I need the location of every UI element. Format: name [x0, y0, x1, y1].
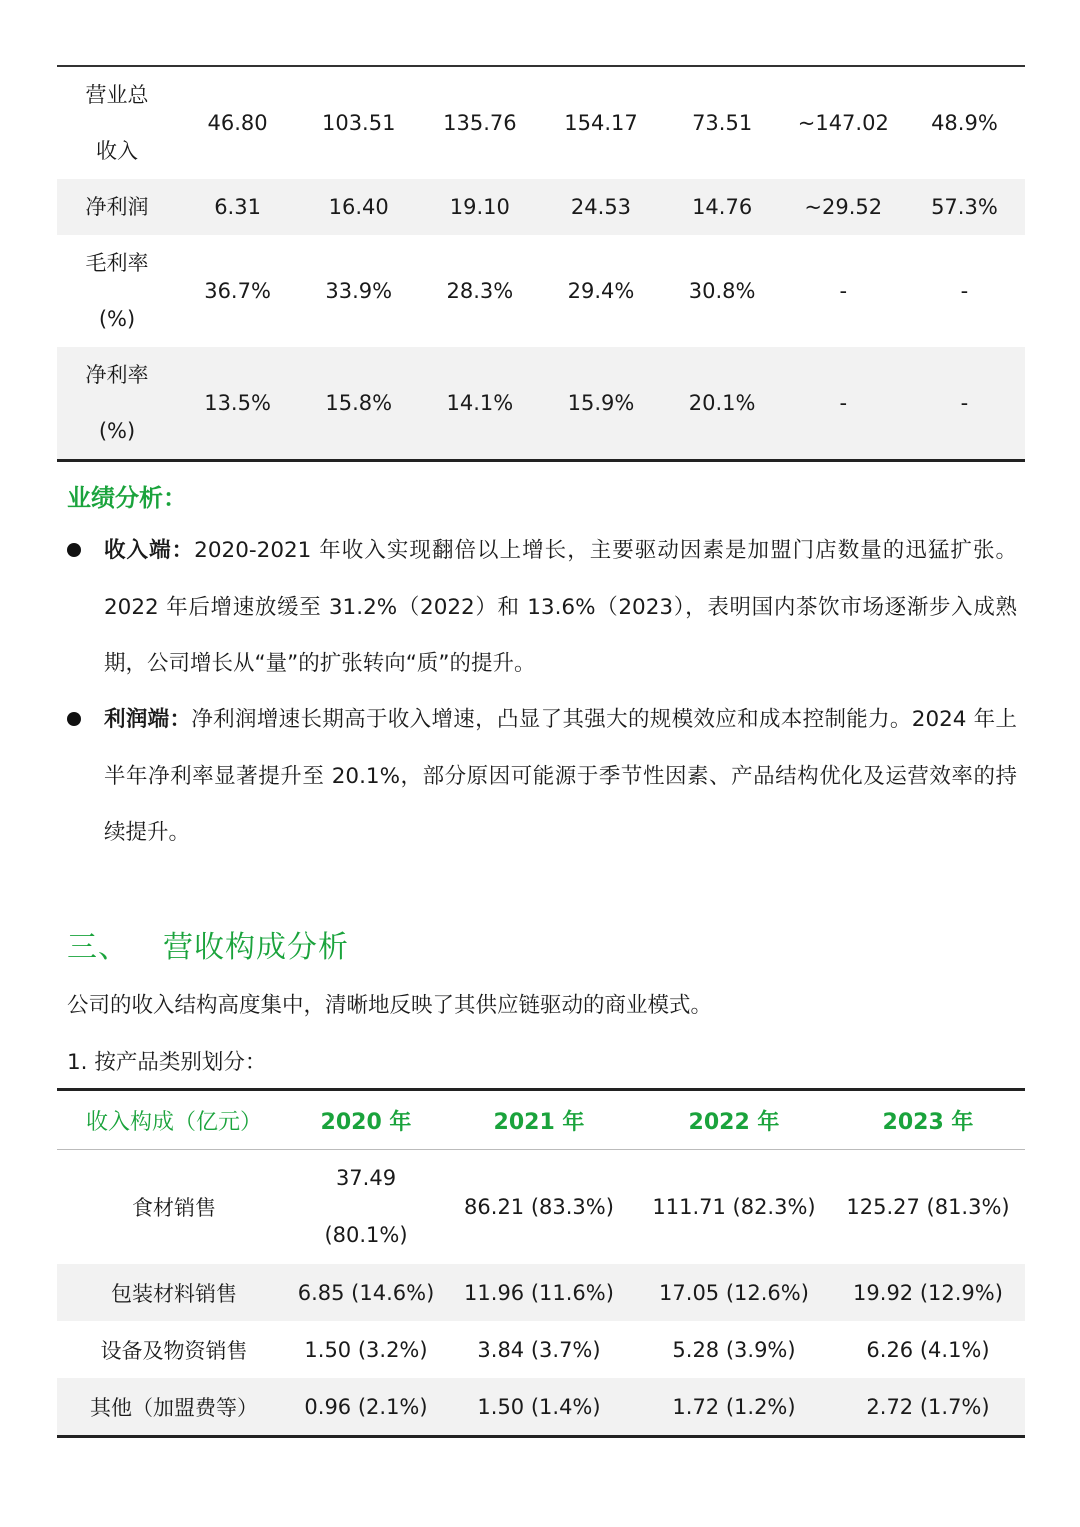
table-cell: 16.40	[298, 179, 419, 235]
column-header: 收入构成（亿元）	[57, 1090, 291, 1150]
table-cell: 48.9%	[931, 111, 998, 135]
table-cell: ~147.02	[797, 111, 889, 135]
table-cell: 5.28 (3.9%)	[672, 1337, 796, 1362]
table-cell: 1.50 (3.2%)	[304, 1337, 428, 1362]
bullet-text	[104, 523, 1017, 693]
table-cell: 1.72 (1.2%)	[637, 1378, 831, 1437]
table-cell: 11.96 (11.6%)	[441, 1264, 637, 1321]
table-row	[57, 1150, 1025, 1265]
table-cell: 37.49 (80.1%)	[324, 1166, 408, 1247]
table-cell: 19.92 (12.9%)	[831, 1264, 1025, 1321]
table-cell: 6.26 (4.1%)	[866, 1337, 990, 1362]
table-cell: 36.7%	[204, 279, 271, 303]
bullet-icon	[67, 543, 81, 557]
table-row	[57, 235, 1025, 347]
table-cell: 29.4%	[567, 279, 635, 303]
table-cell: 13.5%	[177, 347, 298, 461]
table-cell: 1.50 (1.4%)	[441, 1378, 637, 1437]
table-cell: 14.1%	[419, 347, 540, 461]
table-cell: -	[960, 279, 969, 303]
table-cell: ~29.52	[783, 179, 904, 235]
row-label: 包装材料销售	[57, 1264, 291, 1321]
table-row	[57, 179, 1025, 235]
table-cell: 86.21 (83.3%)	[464, 1195, 614, 1219]
bullet-profit	[67, 692, 1017, 862]
column-header: 2020 年	[291, 1090, 441, 1150]
revenue-breakdown-table	[57, 1088, 1025, 1438]
row-label: 食材销售	[132, 1196, 216, 1220]
table-cell: 19.10	[419, 179, 540, 235]
bullet-body: 净利润增速长期高于收入增速，凸显了其强大的规模效应和成本控制能力。2024 年上半年净利率显著提升至 20.1%，部分原因可能源于季节性因素、产品结构优化及运营效率的持续提升。	[104, 707, 1017, 845]
table-cell: 2.72 (1.7%)	[831, 1378, 1025, 1437]
column-header: 2021 年	[441, 1090, 637, 1150]
bullet-icon	[67, 712, 81, 726]
table-cell: 103.51	[321, 111, 396, 135]
table-cell: 3.84 (3.7%)	[477, 1337, 601, 1362]
table-cell: 111.71 (82.3%)	[652, 1195, 816, 1219]
analysis-heading: 业绩分析：	[67, 484, 187, 512]
table-cell: 33.9%	[325, 279, 393, 303]
row-label: 设备及物资销售	[100, 1338, 248, 1363]
bullet-bold-label: 利润端：	[104, 707, 192, 732]
table-cell: -	[904, 347, 1025, 461]
bullet-revenue	[67, 523, 1017, 693]
bullet-bold-label: 收入端：	[104, 538, 195, 563]
table-row	[57, 66, 1025, 179]
row-label: 毛利率 (%)	[85, 251, 149, 331]
row-label: 营业总 收入	[85, 83, 149, 163]
table-cell: 28.3%	[446, 279, 514, 303]
table-cell: 24.53	[540, 179, 661, 235]
table-row	[57, 1264, 1025, 1321]
bullet-text	[104, 692, 1017, 862]
table-cell: 0.96 (2.1%)	[291, 1378, 441, 1437]
table-cell: 30.8%	[688, 279, 756, 303]
row-label: 净利润	[57, 179, 177, 235]
table-cell: 135.76	[443, 111, 517, 135]
table-cell: 17.05 (12.6%)	[637, 1264, 831, 1321]
column-header: 2023 年	[831, 1090, 1025, 1150]
bullet-body: 2020-2021 年收入实现翻倍以上增长，主要驱动因素是加盟门店数量的迅猛扩张。2022 年后增速放缓至 31.2%（2022）和 13.6%（2023），表明国内茶饮市场逐渐步入成熟期，公司增长从“量”的扩张转向“质”的提升。	[104, 538, 1017, 676]
table-header-row	[57, 1090, 1025, 1150]
column-header: 2022 年	[637, 1090, 831, 1150]
section-number: 三、	[67, 930, 129, 965]
table-cell: -	[783, 347, 904, 461]
sub-heading: 1. 按产品类别划分：	[67, 1050, 267, 1075]
table-row	[57, 1321, 1025, 1378]
table-cell: 154.17	[564, 111, 638, 135]
section-title: 营收构成分析	[163, 930, 349, 965]
table-cell: 46.80	[207, 111, 268, 135]
table-cell: 6.85 (14.6%)	[291, 1264, 441, 1321]
table-cell: 73.51	[692, 111, 753, 135]
table-cell: 14.76	[662, 179, 783, 235]
section-heading	[67, 922, 349, 966]
row-label: 净利率 (%)	[57, 347, 177, 461]
table-cell: 125.27 (81.3%)	[846, 1195, 1010, 1219]
row-label: 其他（加盟费等）	[57, 1378, 291, 1437]
table-cell: 6.31	[177, 179, 298, 235]
table-row	[57, 347, 1025, 461]
table-cell: 20.1%	[662, 347, 783, 461]
table-cell: -	[839, 279, 848, 303]
table-cell: 15.9%	[540, 347, 661, 461]
section-intro: 公司的收入结构高度集中，清晰地反映了其供应链驱动的商业模式。	[67, 993, 713, 1018]
financial-summary-table	[57, 65, 1025, 462]
table-row	[57, 1378, 1025, 1437]
table-cell: 15.8%	[298, 347, 419, 461]
table-cell: 57.3%	[904, 179, 1025, 235]
